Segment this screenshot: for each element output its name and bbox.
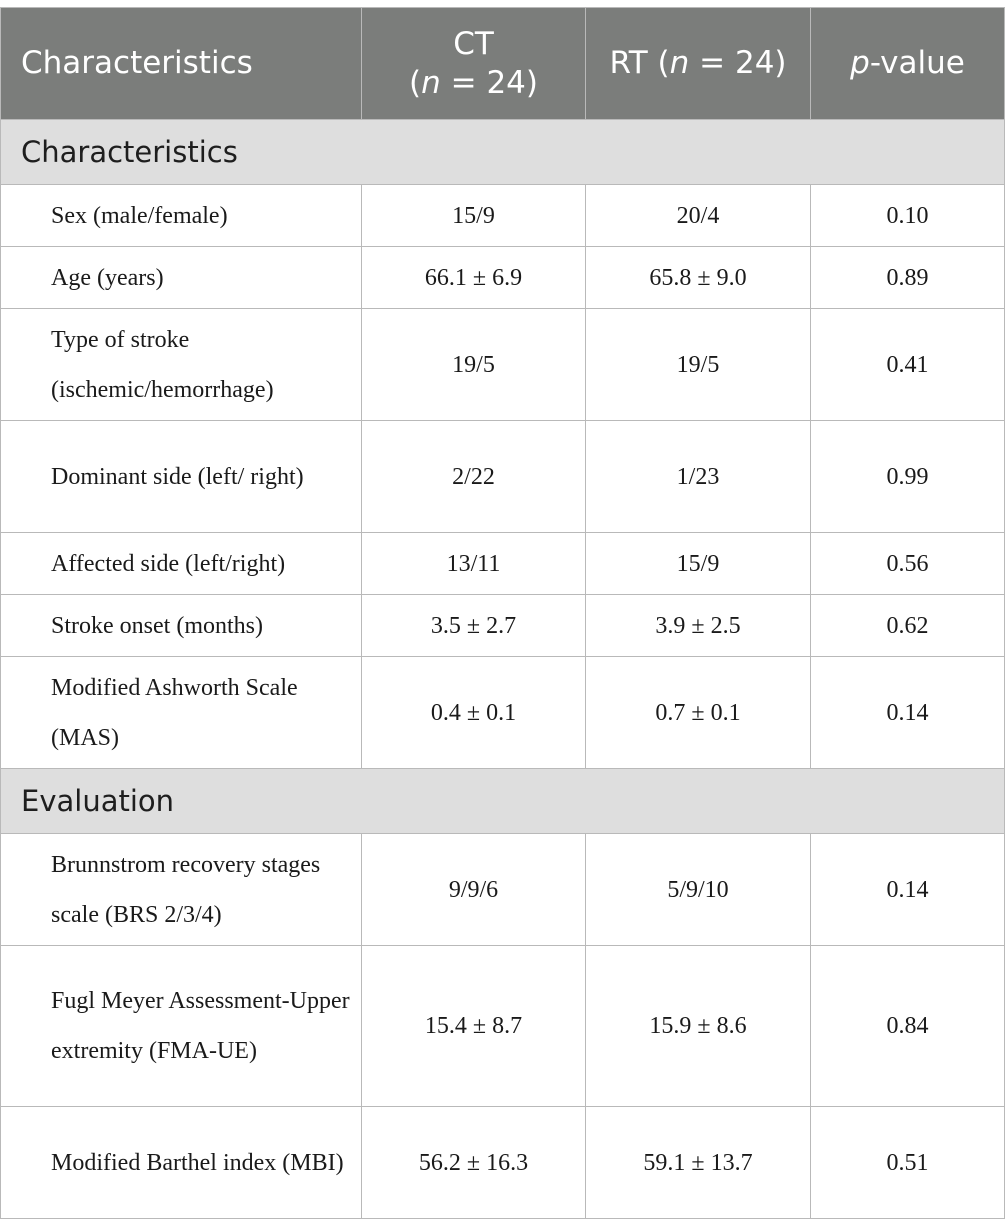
header-p-value xyxy=(811,8,1005,120)
row-rt: 1/23 xyxy=(586,421,811,533)
row-p: 0.56 xyxy=(811,533,1005,595)
header-characteristics: Characteristics xyxy=(1,8,362,120)
row-p: 0.51 xyxy=(811,1107,1005,1219)
header-ct-count: = 24) xyxy=(440,64,538,101)
table-row xyxy=(1,421,1005,533)
row-ct: 2/22 xyxy=(362,421,586,533)
header-ct-line2 xyxy=(370,64,577,103)
row-ct: 15/9 xyxy=(362,185,586,247)
row-label: Brunnstrom recovery stages scale (BRS 2/3/4) xyxy=(1,834,362,946)
row-rt: 15/9 xyxy=(586,533,811,595)
row-label: Fugl Meyer Assessment-Upper extremity (FMA-UE) xyxy=(1,946,362,1107)
row-label: Dominant side (left/ right) xyxy=(1,421,362,533)
table-body xyxy=(1,120,1005,1219)
table-row xyxy=(1,657,1005,769)
header-rt-count: = 24) xyxy=(689,45,787,81)
row-label: Modified Ashworth Scale (MAS) xyxy=(1,657,362,769)
row-label: Age (years) xyxy=(1,247,362,309)
header-ct-line1: CT xyxy=(453,25,494,62)
row-rt: 3.9 ± 2.5 xyxy=(586,595,811,657)
header-ct-open: ( xyxy=(409,64,422,101)
header-row xyxy=(1,8,1005,120)
row-rt: 5/9/10 xyxy=(586,834,811,946)
row-p: 0.99 xyxy=(811,421,1005,533)
row-p: 0.14 xyxy=(811,657,1005,769)
header-rt-n: n xyxy=(669,45,690,81)
header-p-suffix: -value xyxy=(869,45,965,81)
header-ct xyxy=(362,8,586,120)
row-p: 0.10 xyxy=(811,185,1005,247)
row-ct: 19/5 xyxy=(362,309,586,421)
row-label: Modified Barthel index (MBI) xyxy=(1,1107,362,1219)
row-label: Stroke onset (months) xyxy=(1,595,362,657)
header-rt xyxy=(586,8,811,120)
row-p: 0.89 xyxy=(811,247,1005,309)
table-row xyxy=(1,595,1005,657)
row-rt: 15.9 ± 8.6 xyxy=(586,946,811,1107)
table-row xyxy=(1,834,1005,946)
characteristics-table xyxy=(0,7,1005,1219)
header-p: p xyxy=(850,45,870,81)
row-ct: 66.1 ± 6.9 xyxy=(362,247,586,309)
section-row-evaluation xyxy=(1,769,1005,834)
table-header xyxy=(1,8,1005,120)
row-ct: 13/11 xyxy=(362,533,586,595)
row-rt: 59.1 ± 13.7 xyxy=(586,1107,811,1219)
section-row-characteristics xyxy=(1,120,1005,185)
row-ct: 0.4 ± 0.1 xyxy=(362,657,586,769)
table-row xyxy=(1,533,1005,595)
table-row xyxy=(1,1107,1005,1219)
row-ct: 3.5 ± 2.7 xyxy=(362,595,586,657)
section-evaluation: Evaluation xyxy=(1,769,1005,834)
row-rt: 20/4 xyxy=(586,185,811,247)
header-rt-prefix: RT ( xyxy=(609,45,670,81)
row-p: 0.14 xyxy=(811,834,1005,946)
row-rt: 65.8 ± 9.0 xyxy=(586,247,811,309)
header-ct-n: n xyxy=(421,64,441,101)
row-rt: 19/5 xyxy=(586,309,811,421)
row-p: 0.62 xyxy=(811,595,1005,657)
row-ct: 9/9/6 xyxy=(362,834,586,946)
row-label: Affected side (left/right) xyxy=(1,533,362,595)
table-row xyxy=(1,247,1005,309)
row-label: Sex (male/female) xyxy=(1,185,362,247)
section-characteristics: Characteristics xyxy=(1,120,1005,185)
table-row xyxy=(1,185,1005,247)
table-row xyxy=(1,946,1005,1107)
row-ct: 15.4 ± 8.7 xyxy=(362,946,586,1107)
row-ct: 56.2 ± 16.3 xyxy=(362,1107,586,1219)
row-rt: 0.7 ± 0.1 xyxy=(586,657,811,769)
row-p: 0.84 xyxy=(811,946,1005,1107)
table-row xyxy=(1,309,1005,421)
row-p: 0.41 xyxy=(811,309,1005,421)
row-label: Type of stroke (ischemic/hemorrhage) xyxy=(1,309,362,421)
